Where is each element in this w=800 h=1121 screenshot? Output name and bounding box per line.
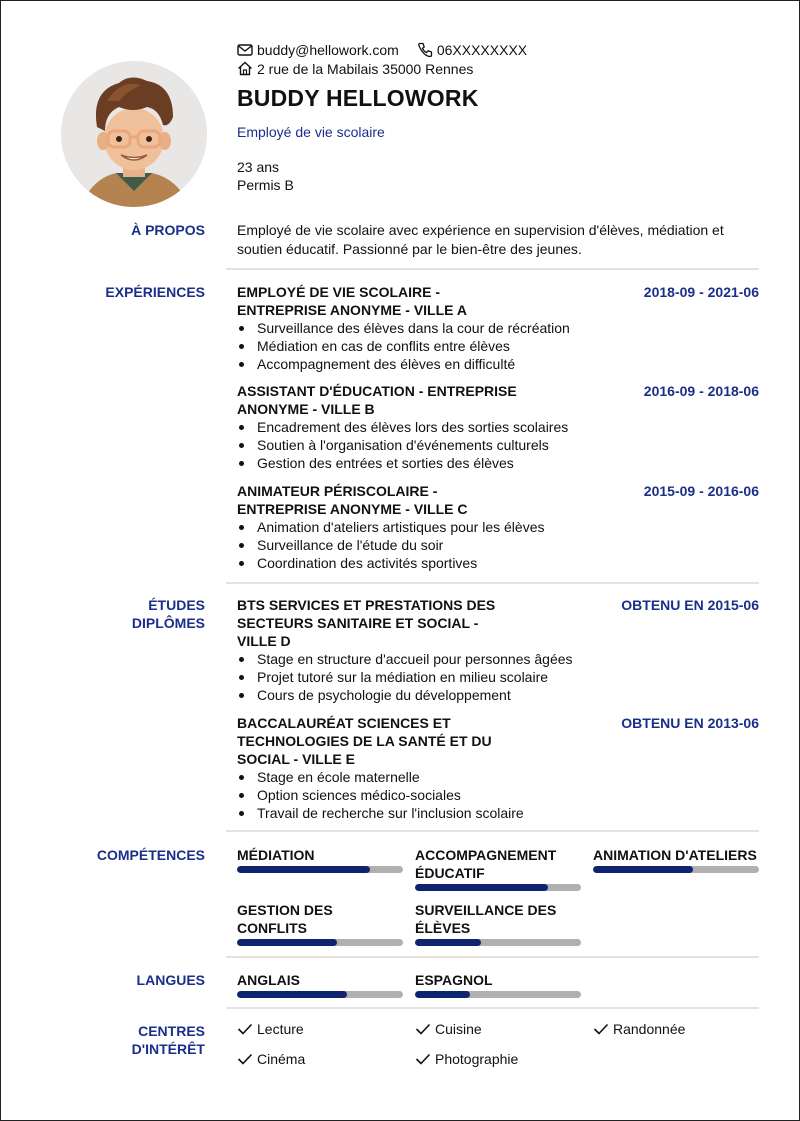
skill-bar-fill: [593, 866, 693, 873]
bullet-item: Encadrement des élèves lors des sorties scolaires: [237, 418, 759, 436]
interest-label: Cuisine: [435, 1021, 482, 1037]
address-item: [237, 60, 473, 78]
entry-title: ANIMATEUR PÉRISCOLAIRE - ENTREPRISE ANONYME - VILLE C: [237, 483, 468, 517]
section-label-line: CENTRES: [138, 1023, 205, 1039]
skill-bar: [237, 939, 403, 946]
skill-bar-fill: [415, 884, 548, 891]
bullet-list: [237, 319, 759, 373]
skill-bar-fill: [237, 939, 337, 946]
language-bar-fill: [237, 991, 347, 998]
interest-item: [237, 1021, 304, 1037]
entry-date: 2015-09 - 2016-06: [643, 483, 759, 499]
interest-item: [593, 1021, 685, 1037]
language-bar: [415, 991, 581, 998]
bullet-item: Option sciences médico-sociales: [237, 786, 759, 804]
skill-item: [237, 846, 403, 873]
section-label-about: À PROPOS: [131, 222, 205, 238]
skill-item: [415, 901, 581, 946]
section-label-line: DIPLÔMES: [131, 615, 205, 631]
bullet-item: Stage en école maternelle: [237, 768, 759, 786]
bullet-item: Stage en structure d'accueil pour personnes âgées: [237, 650, 759, 668]
entry-title: ASSISTANT D'ÉDUCATION - ENTREPRISE ANONYME - VILLE B: [237, 383, 517, 417]
bullet-list: [237, 518, 759, 572]
avatar: [61, 61, 207, 207]
interest-item: [415, 1051, 518, 1067]
check-icon: [237, 1022, 253, 1036]
phone-icon: [417, 42, 433, 58]
divider: [226, 268, 759, 270]
bullet-item: Travail de recherche sur l'inclusion scolaire: [237, 804, 759, 822]
divider: [226, 956, 759, 958]
section-label-languages: LANGUES: [136, 972, 205, 988]
age-text: 23 ans: [237, 159, 280, 175]
experience-entry: [237, 283, 759, 373]
language-bar: [237, 991, 403, 998]
interest-label: Cinéma: [257, 1051, 306, 1067]
entry-header: [237, 382, 759, 418]
language-item: [237, 971, 403, 998]
language-item: [415, 971, 581, 998]
skill-name: ACCOMPAGNEMENT ÉDUCATIF: [415, 847, 557, 881]
bullet-item: Coordination des activités sportives: [237, 554, 759, 572]
language-name: ANGLAIS: [237, 972, 300, 988]
email-text[interactable]: buddy@hellowork.com: [257, 41, 399, 58]
bullet-item: Cours de psychologie du développement: [237, 686, 759, 704]
bullet-item: Soutien à l'organisation d'événements culturels: [237, 436, 759, 454]
divider: [226, 582, 759, 584]
license-text: Permis B: [237, 177, 294, 193]
email-item: [237, 41, 399, 59]
experience-entry: [237, 382, 759, 472]
bullet-item: Animation d'ateliers artistiques pour les élèves: [237, 518, 759, 536]
section-label-skills: COMPÉTENCES: [96, 847, 205, 863]
entry-header: [237, 283, 759, 319]
check-icon: [593, 1022, 609, 1036]
skill-item: [593, 846, 759, 873]
bullet-list: [237, 768, 759, 822]
check-icon: [415, 1052, 431, 1066]
entry-header: [237, 596, 759, 650]
skill-bar: [415, 939, 581, 946]
entry-title: BTS SERVICES ET PRESTATIONS DES SECTEURS SANITAIRE ET SOCIAL - VILLE D: [237, 597, 496, 649]
entry-date: 2016-09 - 2018-06: [643, 383, 759, 399]
skill-name: MÉDIATION: [237, 847, 315, 863]
skill-name: SURVEILLANCE DES ÉLÈVES: [415, 902, 557, 936]
language-name: ESPAGNOL: [415, 972, 493, 988]
person-name: BUDDY HELLOWORK: [237, 85, 479, 111]
address-text: 2 rue de la Mabilais 35000 Rennes: [257, 60, 474, 77]
interest-label: Photographie: [435, 1051, 519, 1067]
phone-text[interactable]: 06XXXXXXXX: [436, 41, 528, 58]
check-icon: [415, 1022, 431, 1036]
entry-header: [237, 482, 759, 518]
bullet-list: [237, 650, 759, 704]
section-label-education: [40, 596, 205, 632]
bullet-item: Gestion des entrées et sorties des élèves: [237, 454, 759, 472]
job-title: Employé de vie scolaire: [237, 124, 385, 140]
skill-bar: [593, 866, 759, 873]
bullet-item: Projet tutoré sur la médiation en milieu scolaire: [237, 668, 759, 686]
entry-date: OBTENU EN 2015-06: [621, 597, 759, 613]
skill-bar-fill: [237, 866, 370, 873]
education-entry: [237, 714, 759, 822]
home-icon: [237, 61, 253, 76]
contact-row-2: [237, 59, 545, 78]
section-label-line: ÉTUDES: [148, 597, 205, 613]
section-label-line: D'INTÉRÊT: [131, 1041, 205, 1057]
interest-item: [237, 1051, 305, 1067]
skill-bar: [415, 884, 581, 891]
entry-date: OBTENU EN 2013-06: [621, 715, 759, 731]
entry-title: EMPLOYÉ DE VIE SCOLAIRE - ENTREPRISE ANONYME - VILLE A: [237, 284, 467, 318]
entry-title: BACCALAURÉAT SCIENCES ET TECHNOLOGIES DE LA SANTÉ ET DU SOCIAL - VILLE E: [237, 715, 492, 767]
avatar-illustration: [61, 61, 207, 207]
skill-item: [415, 846, 581, 891]
phone-item: [417, 41, 527, 59]
section-label-experiences: EXPÉRIENCES: [105, 284, 205, 300]
interest-item: [415, 1021, 482, 1037]
bullet-item: Surveillance des élèves dans la cour de récréation: [237, 319, 759, 337]
interest-label: Randonnée: [613, 1021, 686, 1037]
check-icon: [237, 1052, 253, 1066]
skill-bar-fill: [415, 939, 481, 946]
contact-block: [237, 40, 545, 78]
education-entry: [237, 596, 759, 704]
skill-item: [237, 901, 403, 946]
skill-bar: [237, 866, 403, 873]
bullet-item: Accompagnement des élèves en difficulté: [237, 355, 759, 373]
about-text: Employé de vie scolaire avec expérience en supervision d'élèves, médiation et soutien éducatif. Passionné par le bien-être des jeunes.: [237, 222, 724, 257]
divider: [226, 830, 759, 832]
bullet-item: Médiation en cas de conflits entre élèves: [237, 337, 759, 355]
entry-header: [237, 714, 759, 768]
contact-row-1: [237, 40, 545, 59]
mail-icon: [237, 43, 253, 57]
divider: [226, 1007, 759, 1009]
bullet-list: [237, 418, 759, 472]
entry-date: 2018-09 - 2021-06: [643, 284, 759, 300]
skill-name: GESTION DES CONFLITS: [237, 902, 333, 936]
section-label-interests: [40, 1022, 205, 1058]
bullet-item: Surveillance de l'étude du soir: [237, 536, 759, 554]
language-bar-fill: [415, 991, 470, 998]
experience-entry: [237, 482, 759, 572]
interest-label: Lecture: [257, 1021, 304, 1037]
skill-name: ANIMATION D'ATELIERS: [593, 847, 757, 863]
personal-info: [237, 158, 294, 194]
